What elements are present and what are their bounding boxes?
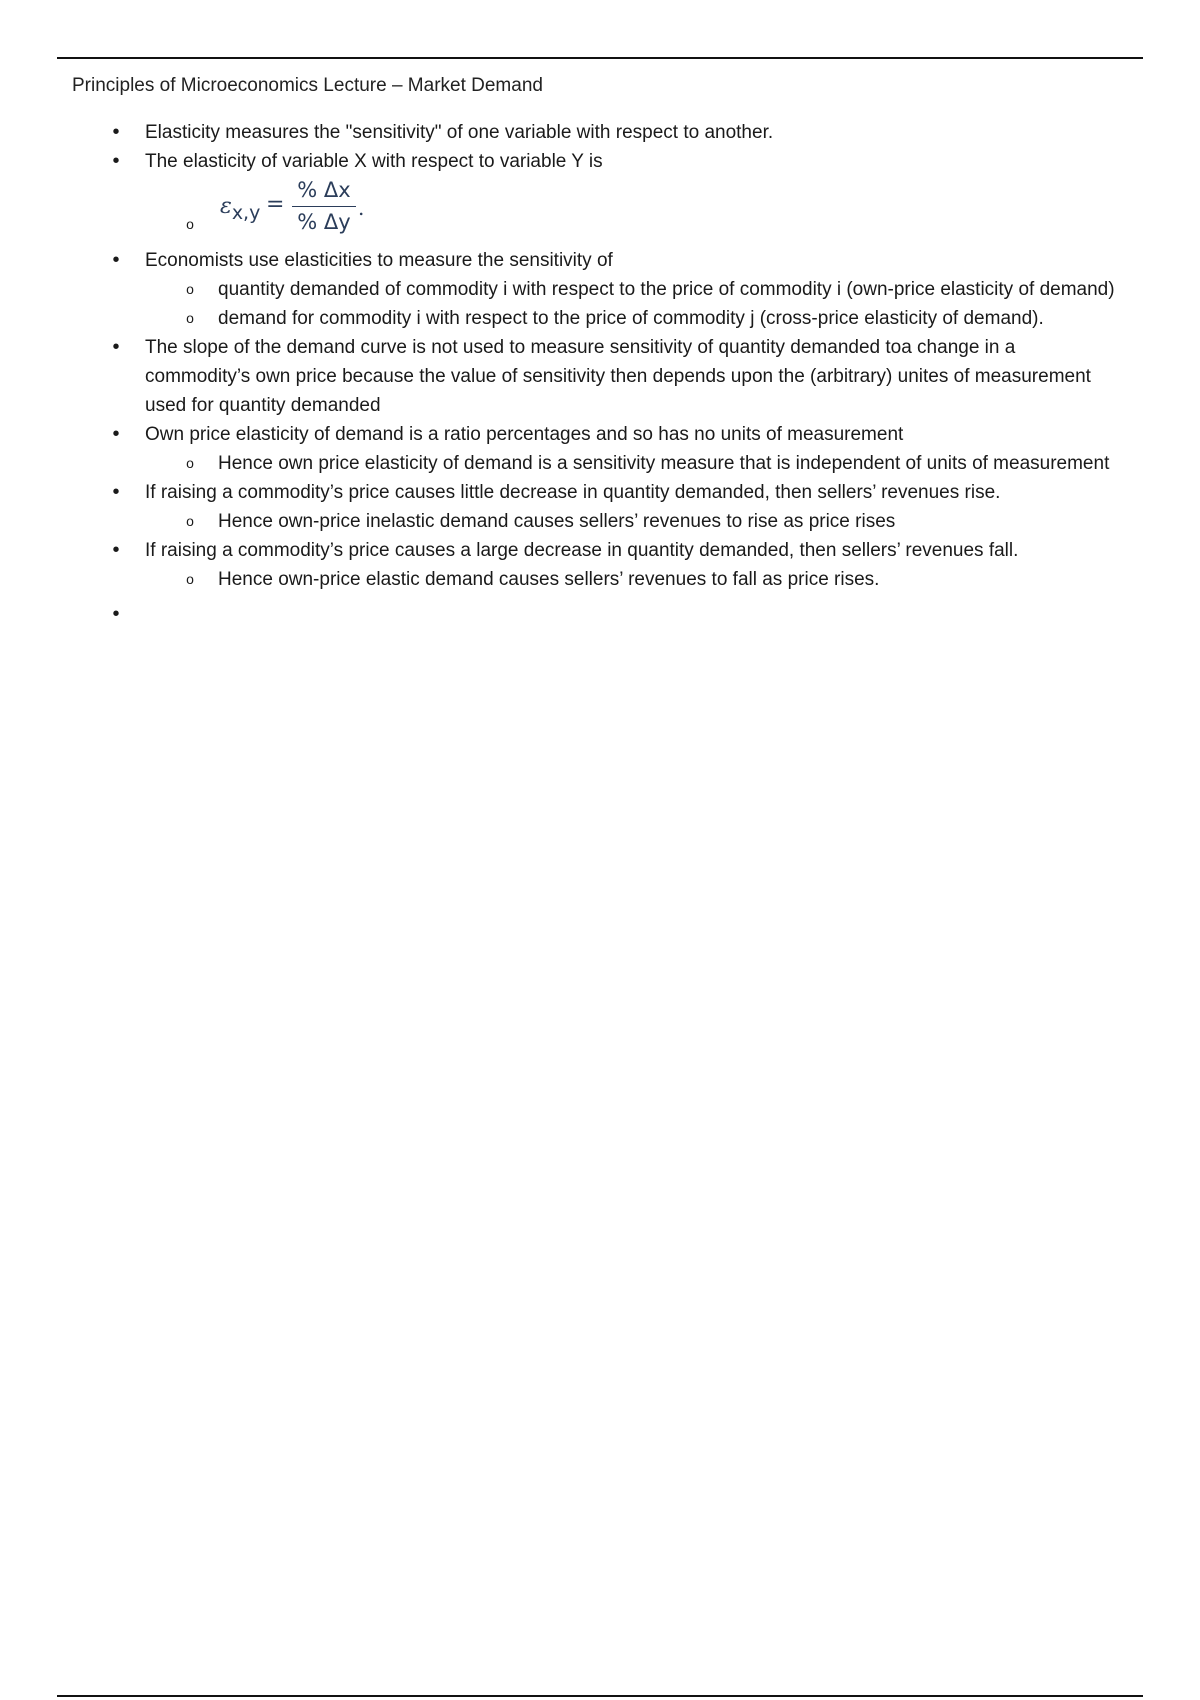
bullet-marker: •	[112, 539, 120, 561]
sub-bullet-item	[186, 449, 1128, 478]
bullet-marker: •	[112, 481, 120, 503]
bullet-text: If raising a commodity’s price causes a large decrease in quantity demanded, then sellers’ revenues fall.	[145, 540, 1019, 561]
bullet-item	[112, 147, 1125, 176]
bullet-marker: •	[112, 603, 120, 625]
sub-bullet-marker: o	[186, 455, 194, 471]
footer-rule	[57, 1695, 1143, 1697]
sub-bullet-item	[186, 304, 1128, 333]
formula-fraction	[292, 176, 356, 237]
bullet-marker: •	[112, 150, 120, 172]
sub-bullet-marker: o	[186, 281, 194, 297]
bullet-item	[112, 118, 1125, 147]
formula-denominator: % Δy	[297, 210, 351, 234]
bullet-item	[112, 333, 1125, 420]
formula-item	[186, 176, 1200, 246]
bullet-item	[112, 420, 1125, 449]
bullet-text: The slope of the demand curve is not used to measure sensitivity of quantity demanded toa change in a commodity’s own price because the value of sensitivity then depends upon the (arbitrary) unites of measurement used for quantity demanded	[145, 337, 1091, 416]
sub-bullet-marker: o	[186, 513, 194, 529]
sub-bullet-marker: o	[186, 571, 194, 587]
sub-bullet-text: Hence own-price inelastic demand causes sellers’ revenues to rise as price rises	[218, 511, 896, 532]
header-rule	[57, 57, 1143, 59]
bullet-marker: •	[112, 423, 120, 445]
sub-bullet-item	[186, 565, 1128, 594]
bullet-marker: •	[112, 336, 120, 358]
sub-bullet-text: quantity demanded of commodity i with respect to the price of commodity i (own-price elasticity of demand)	[218, 279, 1115, 300]
sub-bullet-marker: o	[186, 216, 194, 232]
bullet-text: The elasticity of variable X with respect to variable Y is	[145, 151, 603, 172]
formula-numerator: % Δx	[292, 176, 356, 207]
bullet-text: Own price elasticity of demand is a ratio percentages and so has no units of measurement	[145, 424, 904, 445]
sub-bullet-item	[186, 507, 1128, 536]
empty-bullet-item	[112, 600, 1125, 629]
bullet-item	[112, 246, 1125, 275]
formula-subscript: x,y	[231, 202, 261, 224]
formula-lhs	[220, 194, 260, 224]
bullet-item	[112, 536, 1125, 565]
bullet-marker: •	[112, 121, 120, 143]
bullet-marker: •	[112, 249, 120, 271]
sub-bullet-text: demand for commodity i with respect to the price of commodity j (cross-price elasticity of demand).	[218, 308, 1044, 329]
formula-equals: =	[266, 192, 285, 217]
sub-bullet-text: Hence own-price elastic demand causes sellers’ revenues to fall as price rises.	[218, 569, 880, 590]
bullet-item	[112, 478, 1125, 507]
bullet-text: Economists use elasticities to measure the sensitivity of	[145, 250, 613, 271]
formula-period: .	[358, 196, 365, 220]
epsilon-symbol: ε	[220, 194, 232, 219]
bullet-text: Elasticity measures the "sensitivity" of one variable with respect to another.	[145, 122, 774, 143]
document-body	[0, 118, 1200, 629]
sub-bullet-item	[186, 275, 1128, 304]
sub-bullet-marker: o	[186, 310, 194, 326]
page-title: Principles of Microeconomics Lecture – Market Demand	[72, 75, 543, 96]
sub-bullet-text: Hence own price elasticity of demand is a sensitivity measure that is independent of units of measurement	[218, 453, 1110, 474]
bullet-text: If raising a commodity’s price causes little decrease in quantity demanded, then sellers’ revenues rise.	[145, 482, 1001, 503]
